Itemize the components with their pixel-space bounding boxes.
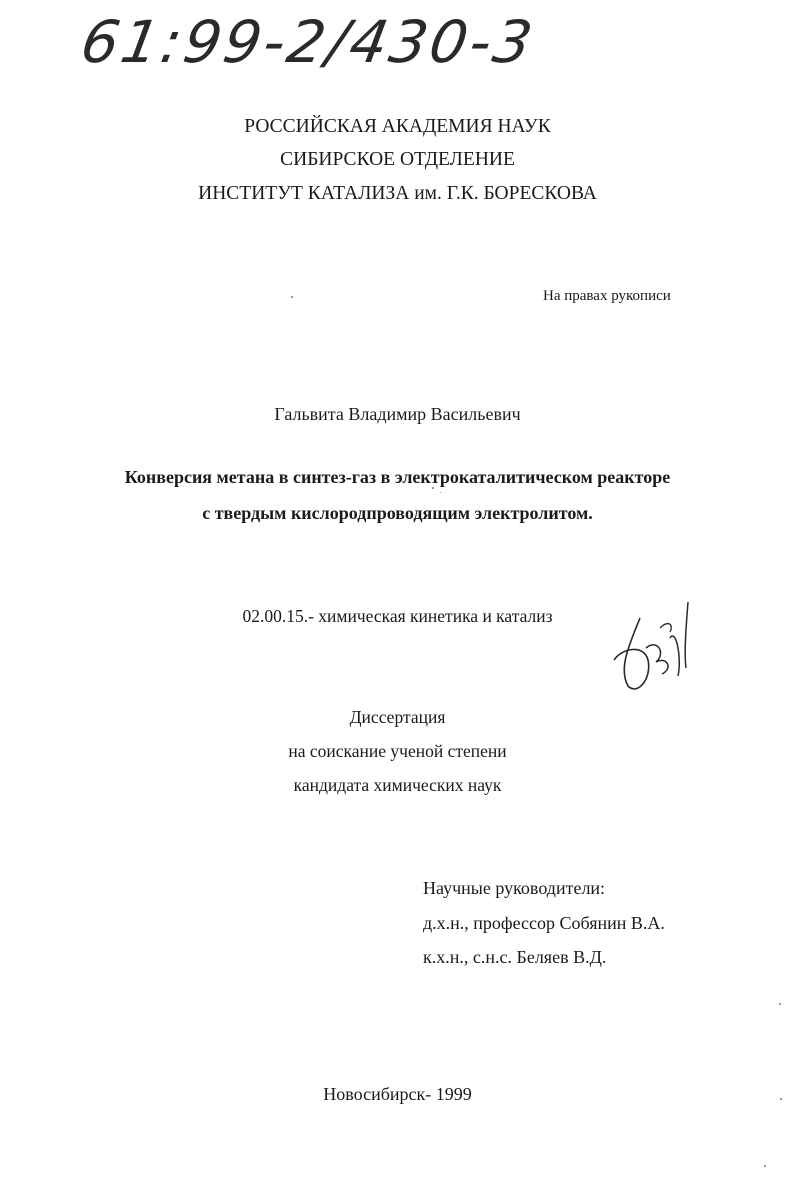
rights-note: На правах рукописи [543, 288, 671, 304]
scan-speck [291, 296, 293, 298]
handwritten-catalog-number: 61:99-2/430-3 [76, 8, 541, 76]
institute-name: ИНСТИТУТ КАТАЛИЗА им. Г.К. БОРЕСКОВА [198, 183, 597, 204]
scan-speck [779, 1003, 781, 1005]
supervisors-heading: Научные руководители: [423, 878, 606, 898]
supervisor-2: к.х.н., с.н.с. Беляев В.Д. [423, 947, 607, 967]
city-year: Новосибирск- 1999 [323, 1084, 472, 1104]
thesis-title-line-2: с твердым кислородпроводящим электролитом. [202, 503, 593, 523]
thesis-title-line-1: Конверсия метана в синтез-газ в электрокаталитическом реакторе [124, 467, 671, 487]
scan-speck [780, 1098, 782, 1100]
dissertation-label: Диссертация [349, 707, 446, 727]
scan-speck [432, 487, 434, 489]
academy-name: РОССИЙСКАЯ АКАДЕМИЯ НАУК [244, 116, 551, 137]
author-name: Гальвита Владимир Васильевич [274, 404, 521, 424]
handwritten-signature [600, 598, 710, 698]
degree-purpose: на соискание ученой степени [288, 741, 507, 761]
specialty-code: 02.00.15.- химическая кинетика и катализ [242, 606, 553, 626]
branch-name: СИБИРСКОЕ ОТДЕЛЕНИЕ [280, 149, 515, 170]
supervisor-1: д.х.н., профессор Собянин В.А. [423, 913, 665, 933]
scan-speck [440, 492, 441, 493]
degree-name: кандидата химических наук [293, 775, 502, 795]
scan-speck [764, 1165, 766, 1167]
